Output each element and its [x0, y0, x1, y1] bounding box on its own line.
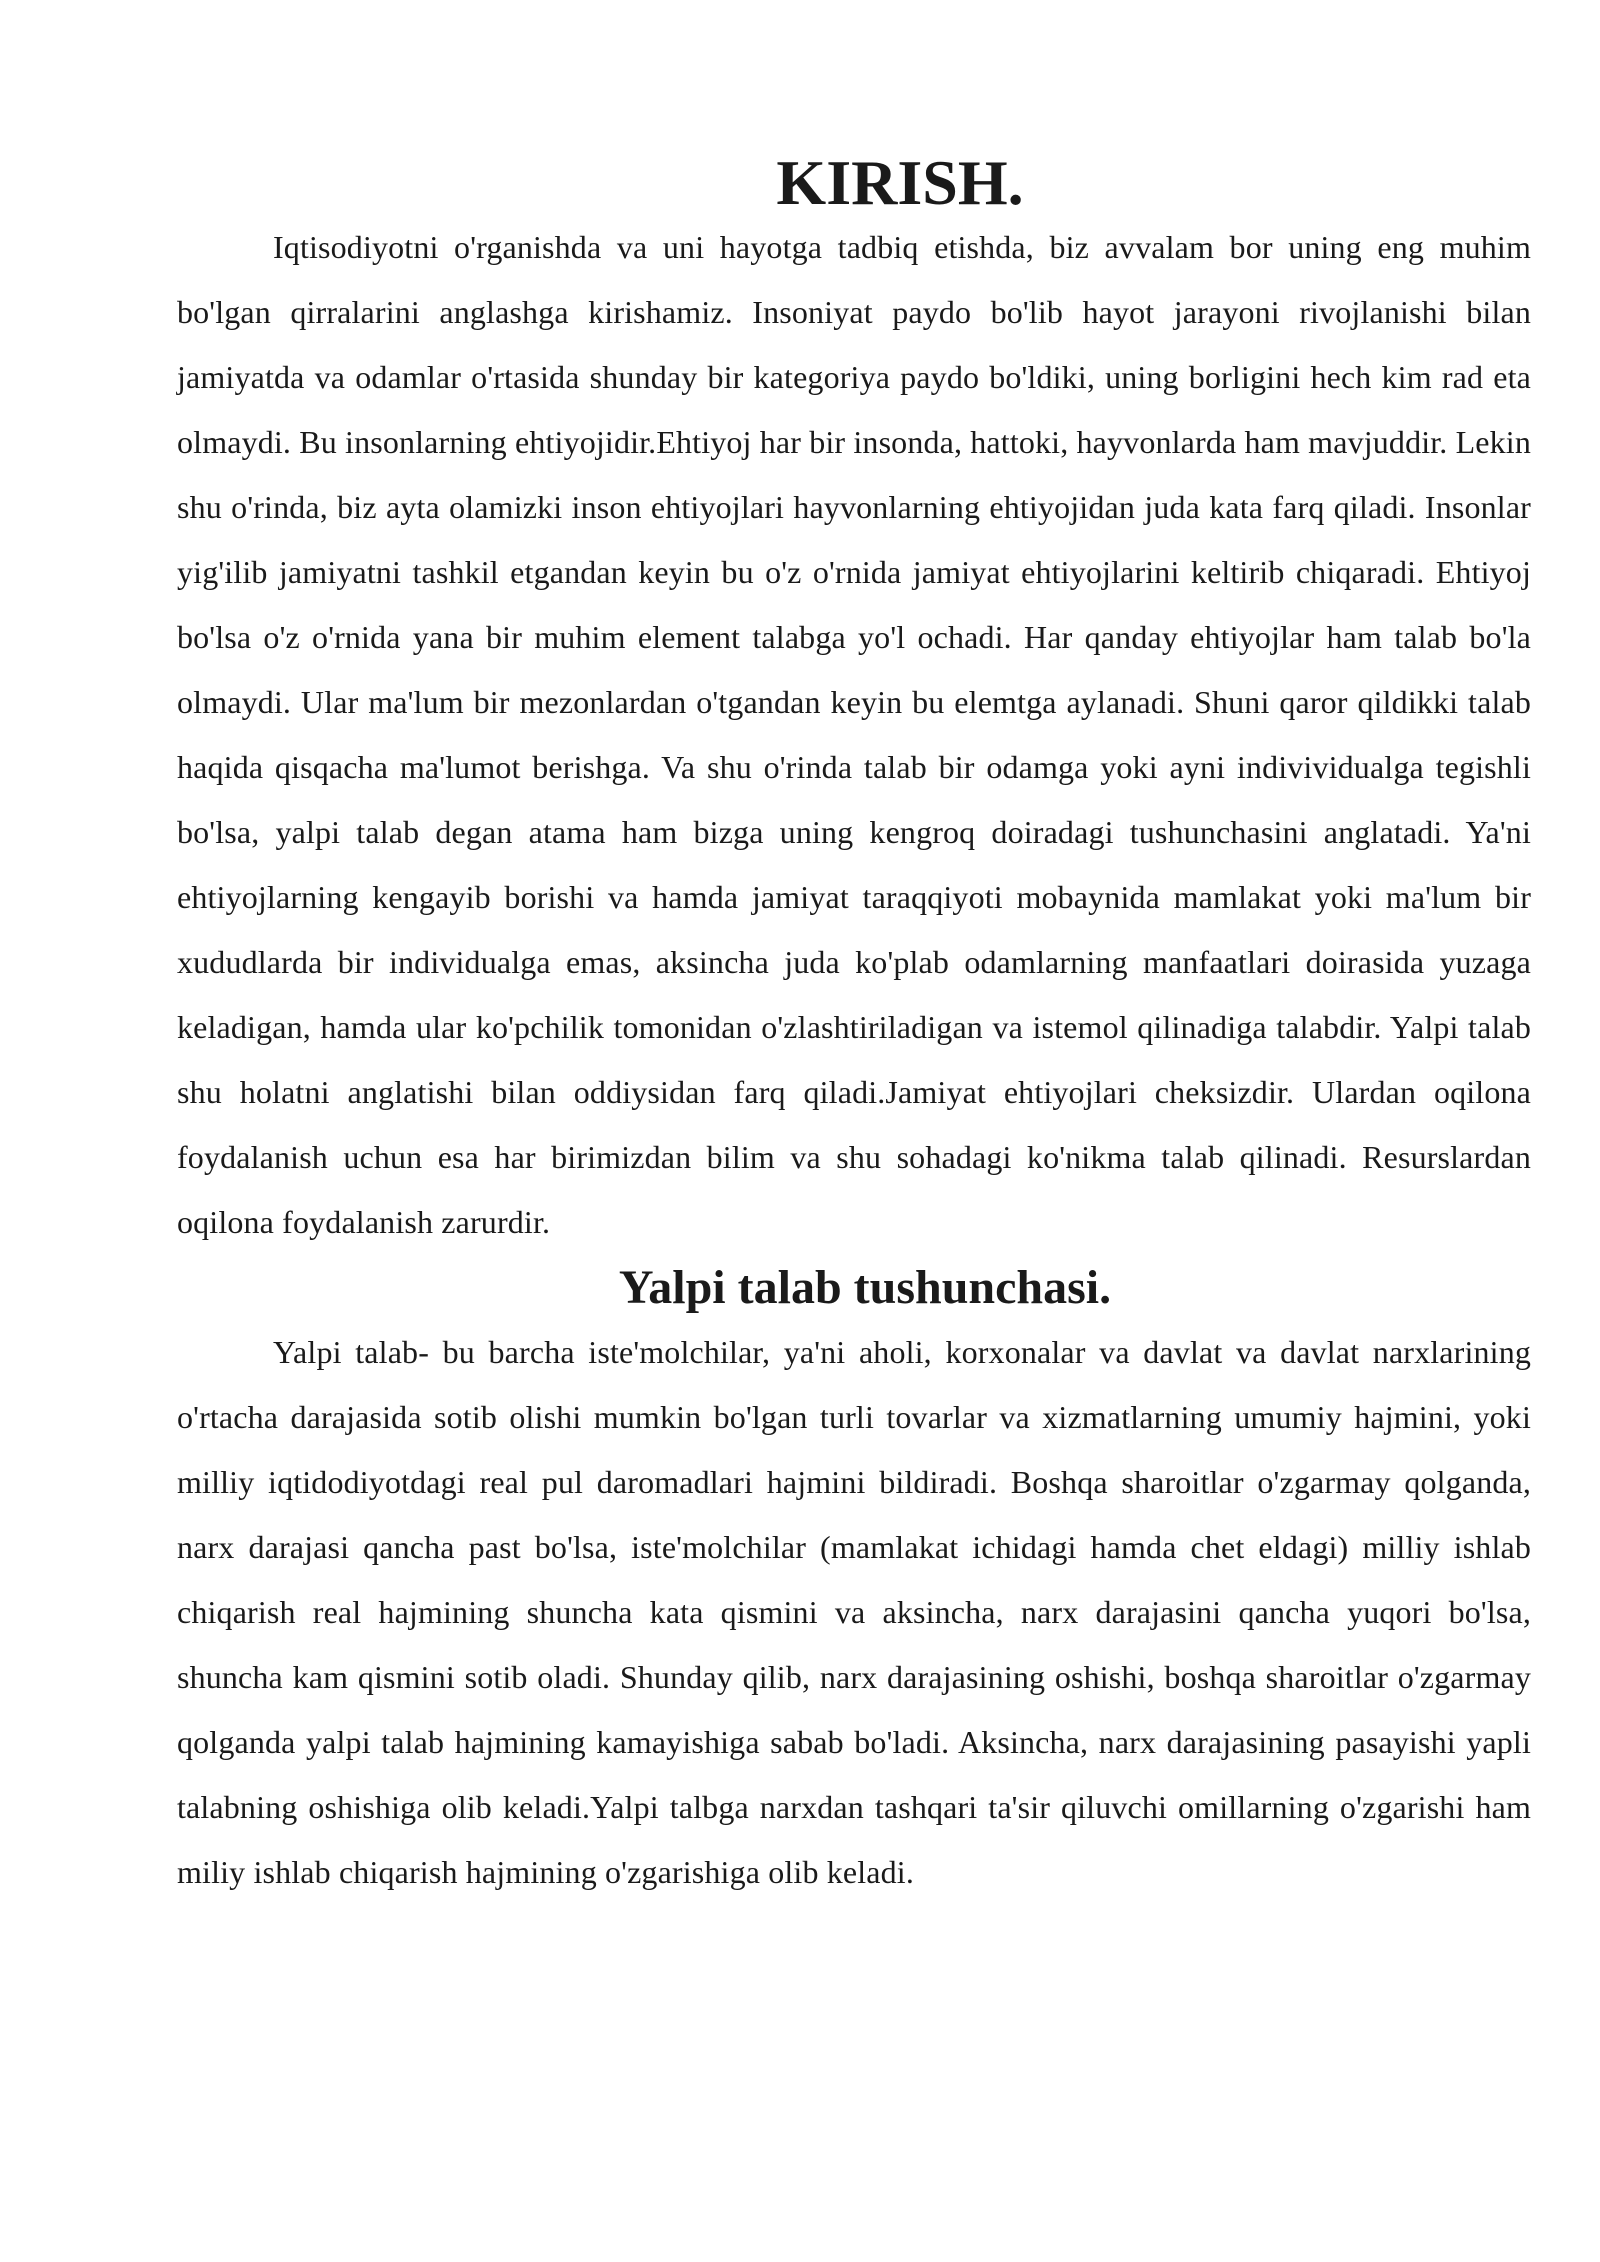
paragraph-introduction: Iqtisodiyotni o'rganishda va uni hayotga tadbiq etishda, biz avvalam bor uning eng muhim bo'lgan qirralarini anglashga kirishamiz. Insoniyat paydo bo'lib hayot jarayoni rivojlanishi bilan jamiyatda va odamlar o'rtasida shunday bir kategoriya paydo bo'ldiki, uning borligini hech kim rad eta olmaydi. Bu insonlarning ehtiyojidir.Ehtiyoj har bir insonda, hattoki, hayvonlarda ham mavjuddir. Lekin shu o'rinda, biz ayta olamizki inson ehtiyojlari hayvonlarning ehtiyojidan juda kata farq qiladi. Insonlar yig'ilib jamiyatni tashkil etgandan keyin bu o'z o'rnida jamiyat ehtiyojlarini keltirib chiqaradi. Ehtiyoj bo'lsa o'z o'rnida yana bir muhim element talabga yo'l ochadi. Har qanday ehtiyojlar ham talab bo'la olmaydi. Ular ma'lum bir mezonlardan o'tgandan keyin bu elemtga aylanadi. Shuni qaror qildikki talab haqida qisqacha ma'lumot berishga. Va shu o'rinda talab bir odamga yoki ayni indivividualga tegishli bo'lsa, yalpi talab degan atama ham bizga uning kengroq doiradagi tushunchasini anglatadi. Ya'ni ehtiyojlarning kengayib borishi va hamda jamiyat taraqqiyoti mobaynida mamlakat yoki ma'lum bir xududlarda bir individualga emas, aksincha juda ko'plab odamlarning manfaatlari doirasida yuzaga keladigan, hamda ular ko'pchilik tomonidan o'zlashtiriladigan va istemol qilinadiga talabdir. Yalpi talab shu holatni anglatishi bilan oddiysidan farq qiladi.Jamiyat ehtiyojlari cheksizdir. Ulardan oqilona foydalanish uchun esa har birimizdan bilim va shu sohadagi ko'nikma talab qilinadi. Resurslardan oqilona foydalanish zarurdir.	[177, 229, 1531, 1240]
document-page	[177, 147, 1531, 1905]
section-heading-kirish: KIRISH.	[776, 147, 1024, 218]
section-heading-yalpi-talab: Yalpi talab tushunchasi.	[618, 1261, 1112, 1314]
paragraph-yalpi-talab: Yalpi talab- bu barcha iste'molchilar, ya'ni aholi, korxonalar va davlat va davlat narxlarining o'rtacha darajasida sotib olishi mumkin bo'lgan turli tovarlar va xizmatlarning umumiy hajmini, yoki milliy iqtidodiyotdagi real pul daromadlari hajmini bildiradi. Boshqa sharoitlar o'zgarmay qolganda, narx darajasi qancha past bo'lsa, iste'molchilar (mamlakat ichidagi hamda chet eldagi) milliy ishlab chiqarish real hajmining shuncha kata qismini va aksincha, narx darajasini qancha yuqori bo'lsa, shuncha kam qismini sotib oladi. Shunday qilib, narx darajasining oshishi, boshqa sharoitlar o'zgarmay qolganda yalpi talab hajmining kamayishiga sabab bo'ladi. Aksincha, narx darajasining pasayishi yapli talabning oshishiga olib keladi.Yalpi talbga narxdan tashqari ta'sir qiluvchi omillarning o'zgarishi ham miliy ishlab chiqarish hajmining o'zgarishiga olib keladi.	[177, 1334, 1531, 1890]
